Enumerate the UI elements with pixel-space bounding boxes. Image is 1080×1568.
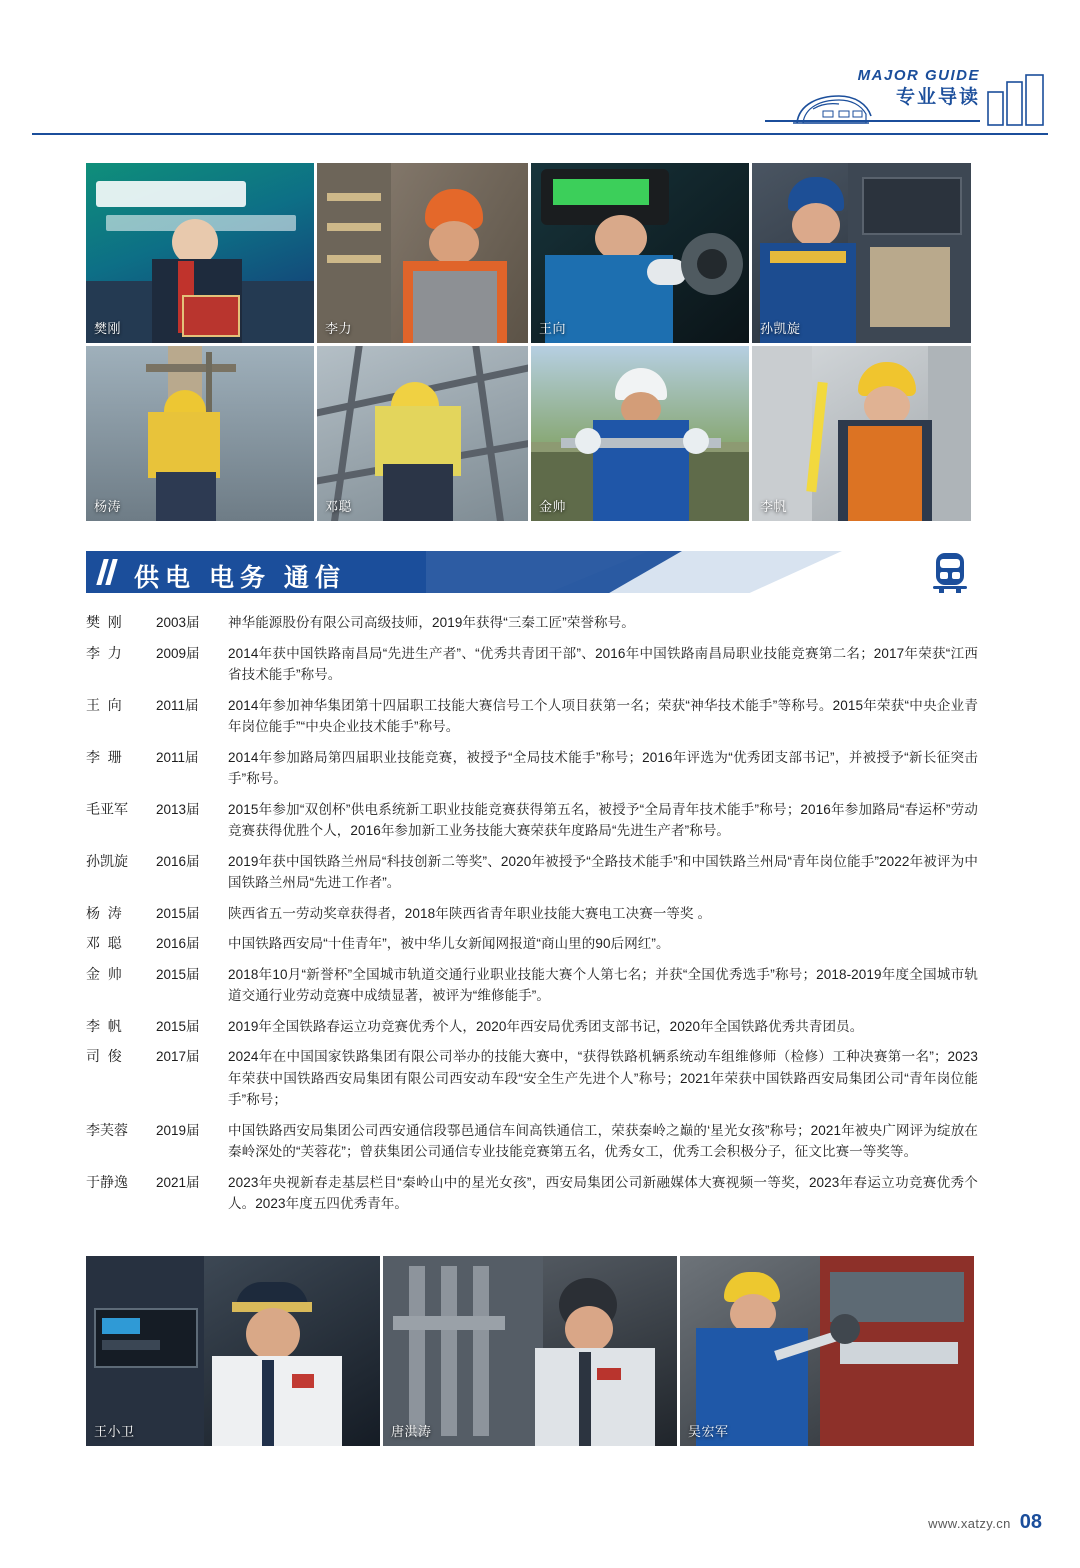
brand-chinese: 专业导读: [895, 87, 980, 108]
person-desc: 2019年获中国铁路兰州局“科技创新二等奖”、2020年被授予“全路技术能手”和中国铁路兰州局“青年岗位能手”2022年被评为中国铁路兰州局“先进工作者”。: [228, 853, 978, 890]
person-desc: 中国铁路西安局集团公司西安通信段鄠邑通信车间高铁通信工，荣获秦岭之巅的‘星光女孩”称号；2021年被央广网评为绽放在秦岭深处的“芙蓉花”；曾获集团公司通信专业技能竞赛第五名，优秀女工，优秀工会积极分子，征文比赛一等奖等。: [228, 1122, 978, 1159]
person-year: 2015届: [156, 966, 200, 982]
page-footer: [928, 1511, 1042, 1534]
person-desc: 2014年参加路局第四届职业技能竞赛，被授予“全局技术能手”称号；2016年评选为“优秀团支部书记”，并被授予“新长征突击手”称号。: [228, 749, 978, 786]
person-name: 王 向: [86, 696, 122, 713]
photo-lili: [317, 163, 528, 343]
train-front-icon: [927, 551, 973, 598]
person-desc: 2018年10月“新誉杯”全国城市轨道交通行业职业技能大赛个人第七名；并获“全国优秀选手”称号；2018-2019年度全国城市轨道交通行业劳动竞赛中成绩显著，被评为“维修能手”。: [228, 966, 978, 1003]
person-name: 金 帅: [86, 965, 122, 982]
footer-website: www.xatzy.cn: [928, 1516, 1011, 1531]
photo-caption: 王向: [539, 321, 567, 336]
person-name: 司 俊: [86, 1048, 122, 1064]
person-year: 2011届: [156, 749, 199, 765]
list-item: [86, 1172, 978, 1215]
person-name: 李 力: [86, 644, 122, 661]
header-divider: [32, 133, 1048, 135]
person-name: 樊 刚: [86, 614, 122, 630]
person-name: 杨 涛: [86, 904, 122, 921]
photo-caption: 唐洪涛: [391, 1424, 432, 1439]
list-item: [86, 695, 978, 738]
person-desc: 神华能源股份有限公司高级技师，2019年获得“三秦工匠”荣誉称号。: [228, 615, 635, 630]
list-item: [86, 1120, 978, 1163]
photo-caption: 杨涛: [94, 499, 122, 514]
person-desc: 2014年参加神华集团第十四届职工技能大赛信号工个人项目获第一名；荣获“神华技术能手”等称号。2015年荣获“中央企业青年岗位能手”“中央企业技术能手”称号。: [228, 697, 978, 734]
photo-caption: 樊刚: [94, 321, 122, 336]
photo-lifan: [752, 346, 971, 521]
person-desc: 2024年在中国国家铁路集团有限公司举办的技能大赛中，“获得铁路机辆系统动车组维修师（检修）工种决赛第一名”；2023年荣获中国铁路西安局集团有限公司西安动车段“安全生产先进个人”称号；2021年荣获中国铁路西安局集团公司“青年岗位能手”称号；: [228, 1049, 978, 1107]
photo-dengcong: [317, 346, 528, 521]
photo-fangang: [86, 163, 314, 343]
person-year: 2013届: [156, 801, 200, 817]
person-year: 2017届: [156, 1049, 200, 1064]
person-year: 2021届: [156, 1174, 200, 1190]
photo-sunkaixuan: [752, 163, 971, 343]
person-name: 孙凯旋: [86, 852, 128, 869]
person-name: 李芙蓉: [86, 1121, 128, 1138]
list-item: [86, 747, 978, 790]
list-item: [86, 799, 978, 842]
photo-wuhongjun: [680, 1256, 974, 1446]
section-title-bar: [86, 551, 976, 593]
photo-wangxiang: [531, 163, 749, 343]
people-list: [86, 612, 978, 1224]
person-year: 2015届: [156, 905, 200, 921]
person-desc: 中国铁路西安局“十佳青年”，被中华儿女新闻网报道“商山里的90后网红”。: [228, 936, 670, 951]
person-year: 2019届: [156, 1122, 200, 1138]
list-item: [86, 612, 978, 634]
person-name: 李 帆: [86, 1017, 122, 1034]
person-name: 李 珊: [86, 748, 122, 765]
list-item: [86, 643, 978, 686]
person-desc: 2014年获中国铁路南昌局“先进生产者”、“优秀共青团干部”、2016年中国铁路南昌局职业技能竞赛第二名；2017年荣获“江西省技术能手”称号。: [228, 645, 978, 682]
photo-caption: 李力: [325, 321, 353, 336]
person-desc: 2019年全国铁路春运立功竞赛优秀个人，2020年西安局优秀团支部书记，2020年全国铁路优秀共青团员。: [228, 1018, 864, 1034]
photo-tanghongtao: [383, 1256, 677, 1446]
photo-jinshuai: [531, 346, 749, 521]
person-year: 2003届: [156, 615, 200, 630]
list-item: [86, 933, 978, 955]
person-year: 2016届: [156, 936, 200, 951]
person-name: 毛亚军: [86, 800, 128, 817]
photo-yangtao: [86, 346, 314, 521]
page-header: [0, 0, 1080, 140]
list-item: [86, 1016, 978, 1038]
list-item: [86, 903, 978, 925]
list-item: [86, 851, 978, 894]
photo-caption: 孙凯旋: [760, 321, 801, 336]
photo-caption: 吴宏军: [688, 1424, 729, 1439]
person-year: 2011届: [156, 697, 199, 713]
page-number: 08: [1019, 1511, 1042, 1533]
person-name: 邓 聪: [86, 935, 122, 951]
photo-caption: 金帅: [539, 499, 567, 514]
person-desc: 陕西省五一劳动奖章获得者，2018年陕西省青年职业技能大赛电工决赛一等奖 。: [228, 905, 712, 921]
title-slash-icon: [100, 559, 114, 585]
person-year: 2009届: [156, 645, 200, 661]
list-item: [86, 1046, 978, 1111]
person-year: 2016届: [156, 853, 200, 869]
brand-underline: [765, 120, 980, 122]
city-building-icon: [987, 74, 1045, 131]
section-title: 供电 电务 通信: [134, 564, 346, 592]
person-year: 2015届: [156, 1018, 200, 1034]
photo-caption: 王小卫: [94, 1424, 135, 1439]
person-desc: 2023年央视新春走基层栏目“秦岭山中的星光女孩”，西安局集团公司新融媒体大赛视频一等奖，2023年春运立功竞赛优秀个人。2023年度五四优秀青年。: [228, 1174, 978, 1211]
photo-wangxiaowei: [86, 1256, 380, 1446]
bottom-photo-grid: [86, 1256, 974, 1446]
person-desc: 2015年参加“双创杯”供电系统新工职业技能竞赛获得第五名，被授予“全局青年技术能手”称号；2016年参加路局“春运杯”劳动竞赛获得优胜个人，2016年参加新工业务技能大赛荣获年度路局“先进生产者”称号。: [228, 801, 978, 838]
brand-english: MAJOR GUIDE: [857, 67, 980, 84]
list-item: [86, 964, 978, 1007]
brand-block: [858, 68, 980, 107]
photo-caption: 李帆: [760, 499, 788, 514]
photo-caption: 邓聪: [325, 499, 353, 514]
person-name: 于静逸: [86, 1173, 128, 1190]
top-photo-grid: [86, 163, 974, 521]
